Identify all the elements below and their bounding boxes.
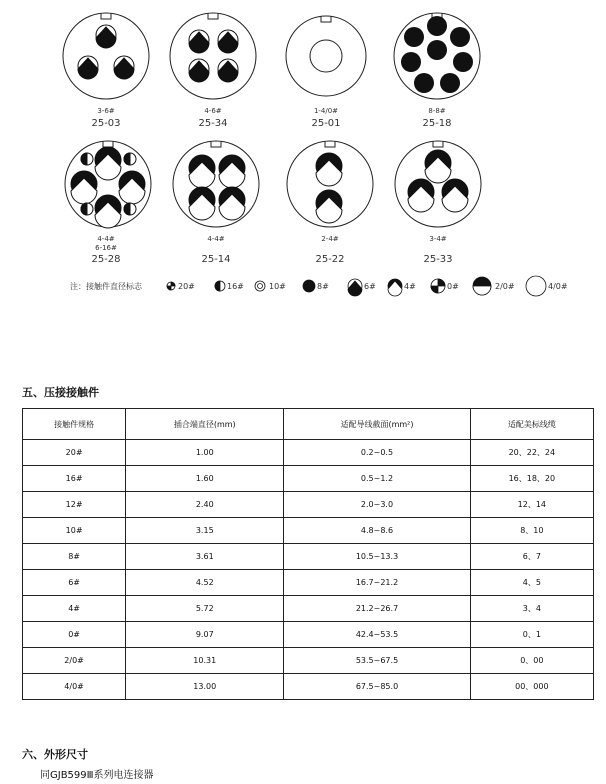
table-cell: 12#	[23, 492, 126, 518]
legend-label-4-0: 4/0#	[548, 282, 568, 291]
contact-8	[404, 27, 424, 47]
table-row	[23, 596, 594, 622]
table-cell: 4、5	[470, 570, 593, 596]
header-cell: 适配导线截面(mm²)	[284, 409, 470, 440]
legend-prefix: 注：接触件直径标志	[70, 282, 142, 291]
table-cell: 13.00	[126, 674, 284, 700]
table-row	[23, 466, 594, 492]
table-cell: 10.5~13.3	[284, 544, 470, 570]
contact-8	[450, 27, 470, 47]
legend-label-16: 16#	[227, 282, 244, 291]
table-cell: 16#	[23, 466, 126, 492]
diagram-code: 25-22	[315, 254, 345, 265]
header-cell: 插合端直径(mm)	[126, 409, 284, 440]
section-title-dimensions: 六、外形尺寸	[22, 748, 88, 761]
diagram-code: 25-34	[198, 118, 228, 129]
diagram-caption: 4-6#	[204, 107, 222, 115]
table-cell: 9.07	[126, 622, 284, 648]
table-cell: 12、14	[470, 492, 593, 518]
table-cell: 6、7	[470, 544, 593, 570]
table-cell: 4/0#	[23, 674, 126, 700]
table-cell: 00、000	[470, 674, 593, 700]
legend-label-6: 6#	[364, 282, 376, 291]
diagram-code: 25-28	[91, 254, 121, 265]
table-cell: 3、4	[470, 596, 593, 622]
table-cell: 53.5~67.5	[284, 648, 470, 674]
table-cell: 0、1	[470, 622, 593, 648]
diagram-caption: 1-4/0#	[313, 107, 339, 115]
legend-label-4: 4#	[404, 282, 416, 291]
legend-label-20: 20#	[178, 282, 195, 291]
table-header-row	[23, 409, 594, 440]
diagram-caption: 4-4#	[207, 235, 225, 243]
table-cell: 0.5~1.2	[284, 466, 470, 492]
dimensions-note: 同GJB599Ⅲ系列电连接器	[40, 770, 154, 781]
table-cell: 0#	[23, 622, 126, 648]
table-cell: 20、22、24	[470, 440, 593, 466]
section-title-crimp-contacts: 五、压接接触件	[22, 386, 99, 399]
table-cell: 16.7~21.2	[284, 570, 470, 596]
table-cell: 3.61	[126, 544, 284, 570]
table-cell: 0.2~0.5	[284, 440, 470, 466]
table-row	[23, 674, 594, 700]
contact-8	[427, 16, 447, 36]
table-cell: 20#	[23, 440, 126, 466]
table-cell: 2.40	[126, 492, 284, 518]
table-cell: 21.2~26.7	[284, 596, 470, 622]
crimp-contact-table	[22, 408, 594, 700]
table-cell: 42.4~53.5	[284, 622, 470, 648]
table-cell: 1.00	[126, 440, 284, 466]
legend-label-10: 10#	[269, 282, 286, 291]
connector-insert-diagrams	[0, 0, 606, 300]
diagram-code: 25-14	[201, 254, 231, 265]
table-cell: 67.5~85.0	[284, 674, 470, 700]
insert-outline-25-01	[286, 16, 366, 96]
insert-outline-25-34	[170, 13, 256, 99]
table-cell: 2/0#	[23, 648, 126, 674]
table-cell: 8、10	[470, 518, 593, 544]
contact-8	[414, 73, 434, 93]
diagram-caption: 2-4#	[321, 235, 339, 243]
table-row	[23, 544, 594, 570]
legend-label-0: 0#	[447, 282, 459, 291]
diagram-caption: 3-4#	[429, 235, 447, 243]
header-cell: 接触件规格	[23, 409, 126, 440]
table-cell: 4#	[23, 596, 126, 622]
table-cell: 5.72	[126, 596, 284, 622]
table-cell: 10#	[23, 518, 126, 544]
table-cell: 16、18、20	[470, 466, 593, 492]
diagram-code: 25-01	[311, 118, 341, 129]
diagram-caption: 3-6#	[97, 107, 115, 115]
table-row	[23, 648, 594, 674]
table-row	[23, 518, 594, 544]
table-cell: 8#	[23, 544, 126, 570]
legend-label-2-0: 2/0#	[495, 282, 515, 291]
table-cell: 0、00	[470, 648, 593, 674]
diagram-code: 25-03	[91, 118, 121, 129]
diagram-code: 25-33	[423, 254, 453, 265]
table-row	[23, 492, 594, 518]
contact-8	[453, 52, 473, 72]
table-cell: 2.0~3.0	[284, 492, 470, 518]
contact-8	[427, 40, 447, 60]
table-row	[23, 440, 594, 466]
diagram-caption: 4-4#	[97, 235, 115, 243]
contact-8	[440, 73, 460, 93]
table-cell: 10.31	[126, 648, 284, 674]
table-row	[23, 570, 594, 596]
table-cell: 6#	[23, 570, 126, 596]
table-row	[23, 622, 594, 648]
contact-8	[401, 52, 421, 72]
diagram-caption: 8-8#	[428, 107, 446, 115]
header-cell: 适配美标线缆	[470, 409, 593, 440]
legend-label-8: 8#	[317, 282, 329, 291]
diagram-code: 25-18	[422, 118, 452, 129]
diagram-caption: 6-16#	[95, 244, 117, 252]
insert-outline-25-14	[173, 141, 259, 227]
table-cell: 3.15	[126, 518, 284, 544]
table-cell: 4.52	[126, 570, 284, 596]
table-cell: 1.60	[126, 466, 284, 492]
table-cell: 4.8~8.6	[284, 518, 470, 544]
